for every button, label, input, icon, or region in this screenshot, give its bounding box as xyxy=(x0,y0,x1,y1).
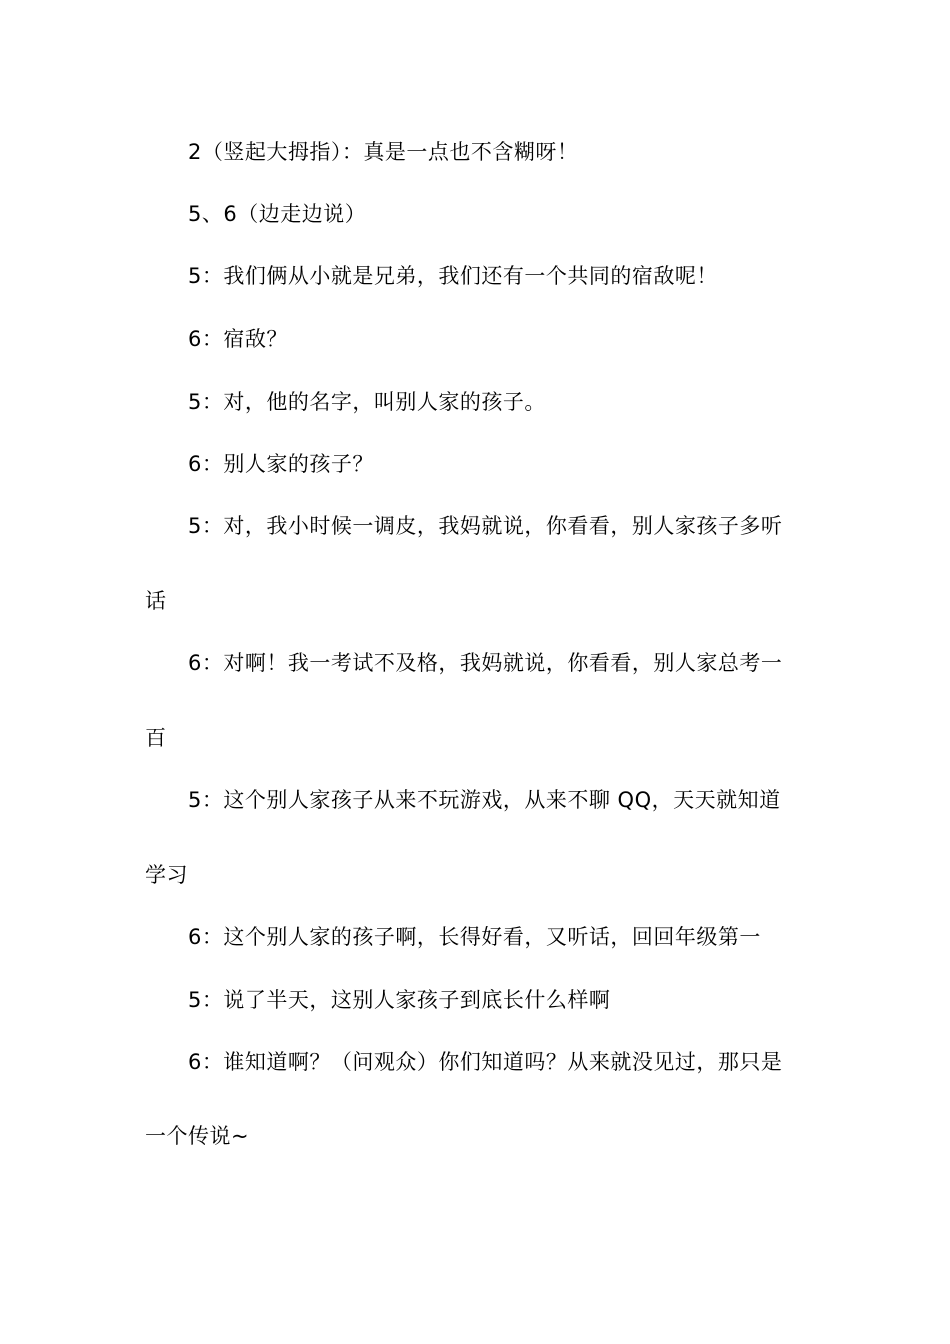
dialogue-line: 6：对啊！我一考试不及格，我妈就说，你看看，别人家总考一 xyxy=(188,651,783,675)
dialogue-line-continuation: 一个传说~ xyxy=(145,1124,250,1148)
dialogue-line-continuation: 学习 xyxy=(145,863,188,887)
dialogue-line: 2（竖起大拇指）：真是一点也不含糊呀！ xyxy=(188,140,579,164)
dialogue-line: 5：对，我小时候一调皮，我妈就说，你看看，别人家孩子多听 xyxy=(188,514,783,538)
dialogue-line-continuation: 话 xyxy=(145,589,167,613)
dialogue-line: 5：说了半天，这别人家孩子到底长什么样啊 xyxy=(188,988,611,1012)
dialogue-line: 5：这个别人家孩子从来不玩游戏，从来不聊 QQ，天天就知道 xyxy=(188,788,781,812)
dialogue-line: 6：这个别人家的孩子啊，长得好看，又听话，回回年级第一 xyxy=(188,925,761,949)
dialogue-line-continuation: 百 xyxy=(145,726,167,750)
dialogue-line: 6：谁知道啊？（问观众）你们知道吗？从来就没见过，那只是 xyxy=(188,1050,783,1074)
dialogue-line: 6：别人家的孩子？ xyxy=(188,452,374,476)
dialogue-line: 6：宿敌？ xyxy=(188,327,288,351)
dialogue-line: 5、6（边走边说） xyxy=(188,202,367,226)
dialogue-line: 5：对，他的名字，叫别人家的孩子。 xyxy=(188,390,546,414)
dialogue-line: 5：我们俩从小就是兄弟，我们还有一个共同的宿敌呢！ xyxy=(188,264,718,288)
